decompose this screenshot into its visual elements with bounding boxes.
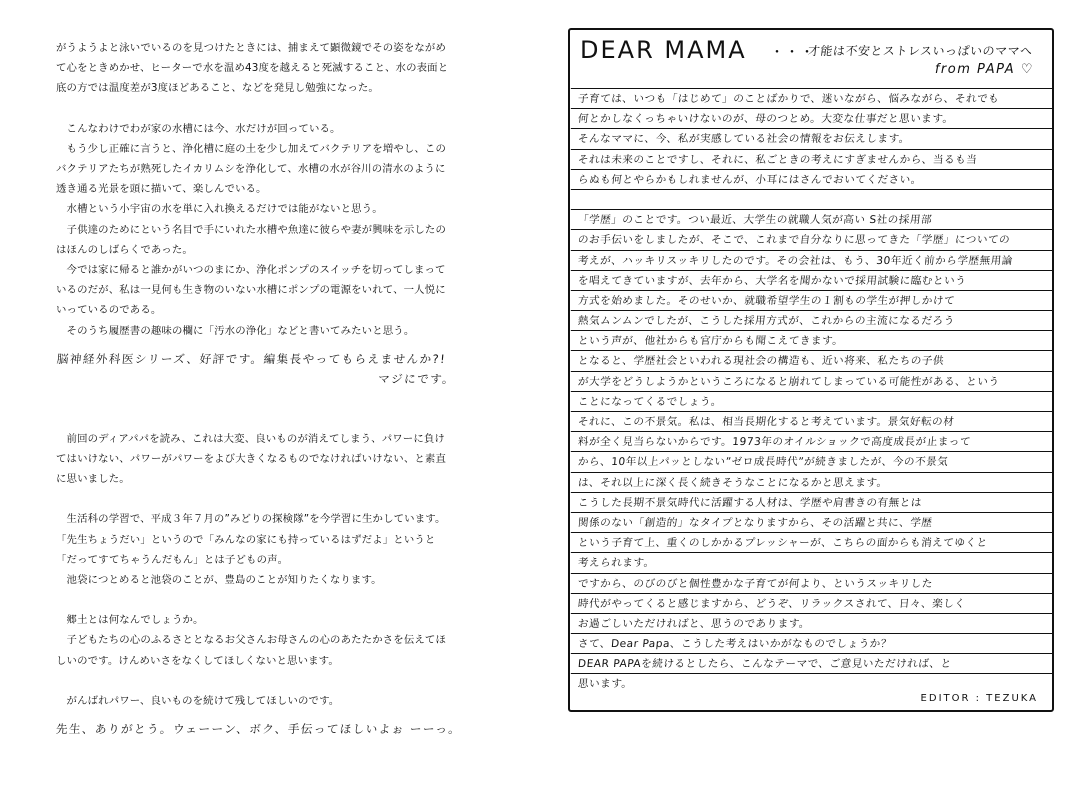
text-line: 「だってすてちゃうんだもん」とは子どもの声。 (56, 553, 289, 566)
from-label: from PAPA (934, 62, 1016, 77)
text-line: 郷土とは何なんでしょうか。 (56, 614, 204, 627)
ruled-line: 方式を始めました。そのせいか、就職希望学生の１割もの学生が押しかけて (569, 290, 1053, 310)
ruled-line: 何とかしなくっちゃいけないのが、母のつとめ。大変な仕事だと思います。 (569, 108, 1053, 128)
essay-block-2 (56, 429, 496, 490)
handwritten-line: マジにです。 (377, 371, 456, 386)
spacer (56, 99, 496, 119)
text-line: て心をときめかせ、ヒーターで水を温め43度を越えると死滅すること、水の表面と (56, 62, 449, 75)
text-line: 子どもたちの心のふるさととなるお父さんお母さんの心のあたたかさを伝えてほ (56, 634, 446, 647)
ruled-line: という子育て上、重くのしかかるプレッシャーが、こちらの面からも消えてゆくと (569, 532, 1053, 552)
handwritten-line: 先生、ありがとう。ウェーーン、ボク、手伝ってほしいよぉ ーーっ。 (55, 722, 462, 737)
heart-icon: ♡ (1020, 62, 1034, 77)
ruled-line: は、それ以上に深く長く続きそうなことになるかと思えます。 (569, 472, 1053, 492)
essay-block-5 (56, 691, 496, 711)
ruled-line: が大学をどうしようかというころになると崩れてしまっている可能性がある、という (569, 371, 1053, 391)
ruled-line: という声が、他社からも官庁からも聞こえてきます。 (569, 330, 1053, 350)
ruled-line: 料が全く見当らないからです。1973年のオイルショックで高度成長が止まって (569, 431, 1053, 451)
text-line: 「先生ちょうだい」というので「みんなの家にも持っているはずだよ」というと (56, 533, 436, 546)
ruled-lines (570, 88, 1052, 694)
ruled-line: から、10年以上パッとしない”ゼロ成長時代”が続きましたが、今の不景気 (569, 451, 1053, 471)
text-line: しいのです。けんめいさをなくしてほしくないと思います。 (56, 654, 339, 667)
spacer (56, 590, 496, 610)
ruled-line: を唱えてきていますが、去年から、大学名を聞かないで採用試験に臨むという (569, 270, 1053, 290)
ruled-line: それに、この不景気。私は、相当長期化すると考えています。景気好転の材 (569, 411, 1053, 431)
left-page (0, 0, 540, 786)
ruled-line: そんなママに、今、私が実感している社会の情報をお伝えします。 (569, 128, 1053, 148)
text-line: バクテリアたちが熟死したイカリムシを浄化して、水槽の水が谷川の清水のように (56, 163, 446, 176)
editor-signature: EDITOR : TEZUKA (920, 693, 1038, 704)
essay-block-3 (56, 509, 496, 590)
ruled-line: 時代がやってくると感じますから、どうぞ、リラックスされて、日々、楽しく (569, 593, 1053, 613)
text-line: 今では家に帰ると誰かがいつのまにか、浄化ポンプのスイッチを切ってしまって (56, 264, 446, 277)
ruled-line: ですから、のびのびと個性豊かな子育てが何より、というスッキリした (569, 573, 1053, 593)
dear-mama-card (568, 28, 1054, 712)
card-from (935, 62, 1034, 77)
ruled-line-blank (569, 189, 1053, 209)
ruled-line: 考えが、ハッキリスッキリしたのです。その会社は、もう、30年近く前から学歴無用論 (569, 250, 1053, 270)
text-line: 底の方では温度差が3度ほどあること、などを発見し勉強になった。 (56, 82, 379, 95)
ruled-line: それは未来のことですし、それに、私ごときの考えにすぎませんから、当るも当 (569, 149, 1053, 169)
ruled-line: のお手伝いをしましたが、そこで、これまで自分なりに思ってきた「学歴」についての (569, 229, 1053, 249)
text-line: 水槽という小宇宙の水を単に入れ換えるだけでは能がないと思う。 (56, 203, 383, 216)
ruled-line: 「学歴」のことです。つい最近、大学生の就職人気が高い S社の採用部 (569, 209, 1053, 229)
ruled-line: 子育ては、いつも「はじめて」のことばかりで、迷いながら、悩みながら、それでも (569, 88, 1053, 108)
title-dots: ・・・ (770, 45, 815, 61)
essay-block-1 (56, 38, 496, 341)
spacer (56, 671, 496, 691)
text-line: に思いました。 (56, 473, 130, 486)
text-line: はほんのしばらくであった。 (56, 243, 193, 256)
ruled-line: 熱気ムンムンでしたが、こうした採用方式が、これからの主流になるだろう (569, 310, 1053, 330)
right-page (540, 0, 1081, 786)
left-column (56, 38, 496, 739)
text-line: 透き通る光景を頭に描いて、楽しんでいる。 (56, 183, 267, 196)
text-line: いっているのである。 (56, 304, 162, 317)
handwritten-line: 脳神経外科医シリーズ、好評です。編集長やってもらえませんか?! (56, 351, 447, 366)
card-subtitle: 才能は不安とストレスいっぱいのママへ (807, 44, 1034, 58)
ruled-line: さて、Dear Papa、こうした考えはいかがなものでしょうか？ (569, 633, 1053, 653)
text-line: 池袋につとめると池袋のことが、豊島のことが知りたくなります。 (56, 574, 382, 587)
ruled-line: 関係のない「創造的」なタイプとなりますから、その活躍と共に、学歴 (569, 512, 1053, 532)
text-line: もう少し正確に言うと、浄化槽に庭の土を少し加えてバクテリアを増やし、この (56, 142, 446, 155)
ruled-line: DEAR PAPAを続けるとしたら、こんなテーマで、ご意見いただければ、と (569, 653, 1053, 673)
ruled-line: 考えられます。 (569, 552, 1053, 572)
spacer (56, 389, 496, 429)
text-line: そのうち履歴書の趣味の欄に「汚水の浄化」などと書いてみたいと思う。 (56, 324, 415, 337)
text-line: いるのだが、私は一見何も生き物のいない水槽にポンプの電源をいれて、一人悦に (56, 284, 446, 297)
handwritten-note-2 (55, 719, 497, 739)
spacer (56, 489, 496, 509)
card-title: DEAR MAMA (580, 36, 747, 64)
text-line: がんばれパワー、良いものを続けて残してほしいのです。 (56, 694, 340, 707)
ruled-line: お過ごしいただければと、思うのであります。 (569, 613, 1053, 633)
ruled-line: らぬも何とやらかもしれませんが、小耳にはさんでおいてください。 (569, 169, 1053, 189)
text-line: てはいけない、パワーがパワーをよび大きくなるものでなければいけない、と素直 (56, 453, 446, 466)
ruled-line: となると、学歴社会といわれる現社会の構造も、近い将来、私たちの子供 (569, 350, 1053, 370)
ruled-line: こうした長期不景気時代に活躍する人材は、学歴や肩書きの有無とは (569, 492, 1053, 512)
handwritten-note-1 (54, 349, 497, 389)
text-line: こんなわけでわが家の水槽には今、水だけが回っている。 (56, 122, 341, 135)
essay-block-4 (56, 610, 496, 671)
text-line: がうようよと泳いでいるのを見つけたときには、捕まえて顕微鏡でその姿をながめ (56, 42, 446, 54)
text-line: 子供達のためにという名目で手にいれた水槽や魚達に彼らや妻が興味を示したの (56, 223, 446, 236)
text-line: 生活科の学習で、平成３年７月の”みどりの探検隊”を今学習に生かしています。 (56, 513, 446, 526)
ruled-line: 思います。 (569, 673, 1053, 693)
ruled-line: ことになってくるでしょう。 (569, 391, 1053, 411)
text-line: 前回のディアパパを読み、これは大変、良いものが消えてしまう、パワーに負け (56, 432, 445, 445)
